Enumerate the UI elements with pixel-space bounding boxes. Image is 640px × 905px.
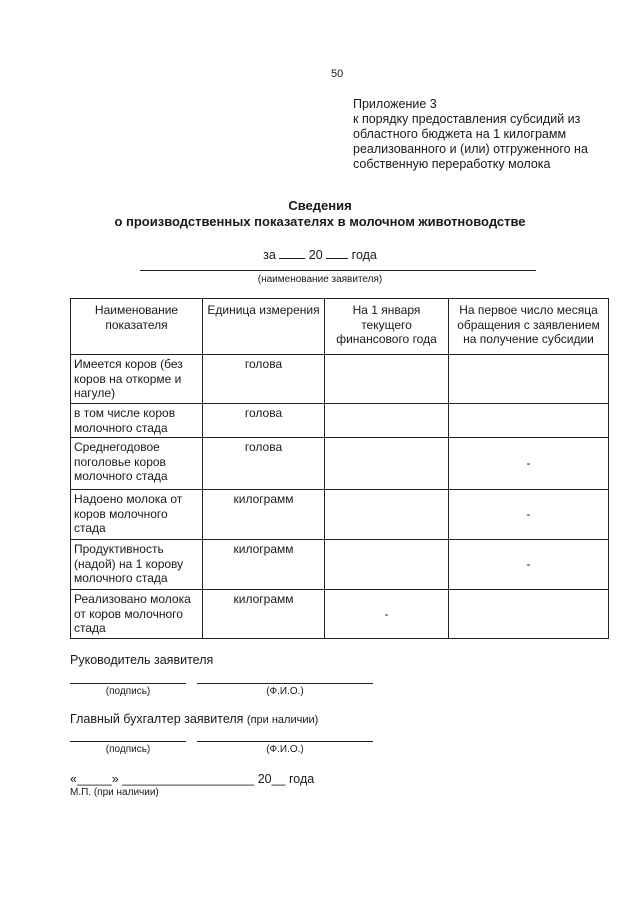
accountant-label: Главный бухгалтер заявителя — [70, 712, 244, 726]
value-month-cell[interactable] — [449, 590, 609, 639]
appendix-line: областного бюджета на 1 килограмм — [353, 127, 567, 141]
value-jan1-cell[interactable] — [325, 438, 449, 490]
header-jan1: На 1 января текущего финансового года — [325, 299, 449, 355]
indicator-unit: голова — [203, 438, 325, 490]
indicator-name: Надоено молока от коров молочного стада — [71, 490, 203, 540]
head-label: Руководитель заявителя — [70, 653, 214, 667]
period-prefix: за — [263, 248, 276, 262]
value-jan1-cell[interactable] — [325, 355, 449, 404]
accountant-note: (при наличии) — [246, 714, 319, 726]
appendix-line: к порядку предоставления субсидий из — [353, 112, 581, 126]
table-row — [71, 438, 609, 490]
indicator-name: Среднегодовое поголовье коров молочного стада — [71, 438, 203, 490]
indicator-unit: килограмм — [203, 540, 325, 590]
accountant-signature-line[interactable] — [70, 741, 186, 742]
table-row — [71, 590, 609, 639]
appendix-line: собственную переработку молока — [353, 157, 551, 171]
accountant-signature-caption: (подпись) — [105, 744, 151, 755]
table-header-row — [71, 299, 609, 355]
indicator-name: Продуктивность (надой) на 1 корову молочного стада — [71, 540, 203, 590]
head-signature-heading — [70, 653, 213, 667]
value-jan1-cell[interactable]: - — [325, 590, 449, 639]
appendix-title: Приложение 3 — [353, 97, 437, 111]
reporting-period — [0, 246, 640, 262]
indicator-unit: килограмм — [203, 490, 325, 540]
indicators-table — [70, 298, 609, 639]
value-month-cell[interactable] — [449, 355, 609, 404]
table-row — [71, 355, 609, 404]
value-month-cell[interactable]: - — [449, 438, 609, 490]
value-jan1-cell[interactable] — [325, 490, 449, 540]
table-row — [71, 404, 609, 438]
indicator-unit: голова — [203, 355, 325, 404]
applicant-name-line[interactable] — [140, 270, 536, 271]
head-signature-line[interactable] — [70, 683, 186, 684]
period-blank-field[interactable] — [279, 246, 305, 259]
indicator-unit: килограмм — [203, 590, 325, 639]
header-unit: Единица измерения — [203, 299, 325, 355]
accountant-name-line[interactable] — [197, 741, 373, 742]
date-line[interactable]: «_____» ___________________ 20__ года — [70, 772, 315, 786]
accountant-name-caption: (Ф.И.О.) — [266, 744, 304, 755]
indicator-unit: голова — [203, 404, 325, 438]
head-name-caption: (Ф.И.О.) — [266, 686, 304, 697]
table-row — [71, 490, 609, 540]
value-month-cell[interactable]: - — [449, 490, 609, 540]
head-signature-caption: (подпись) — [105, 686, 151, 697]
value-month-cell[interactable]: - — [449, 540, 609, 590]
table-row — [71, 540, 609, 590]
header-month: На первое число месяца обращения с заявлением на получение субсидии — [449, 299, 609, 355]
indicator-name: Реализовано молока от коров молочного стада — [71, 590, 203, 639]
head-name-line[interactable] — [197, 683, 373, 684]
period-year-blank-field[interactable] — [326, 246, 348, 259]
indicator-name: Имеется коров (без коров на откорме и нагуле) — [71, 355, 203, 404]
stamp-note: М.П. (при наличии) — [70, 787, 159, 798]
document-subtitle: о производственных показателях в молочном животноводстве — [114, 214, 526, 229]
document-title: Сведения — [288, 198, 352, 213]
indicator-name: в том числе коров молочного стада — [71, 404, 203, 438]
accountant-signature-heading — [70, 712, 318, 726]
value-jan1-cell[interactable] — [325, 540, 449, 590]
period-suffix: года — [351, 248, 377, 262]
applicant-name-caption: (наименование заявителя) — [257, 274, 383, 285]
value-jan1-cell[interactable] — [325, 404, 449, 438]
appendix-note — [353, 97, 623, 172]
appendix-line: реализованного и (или) отгруженного на — [353, 142, 588, 156]
header-indicator-name: Наименование показателя — [71, 299, 203, 355]
page-number: 50 — [331, 68, 344, 80]
value-month-cell[interactable] — [449, 404, 609, 438]
period-year-prefix: 20 — [308, 248, 323, 262]
